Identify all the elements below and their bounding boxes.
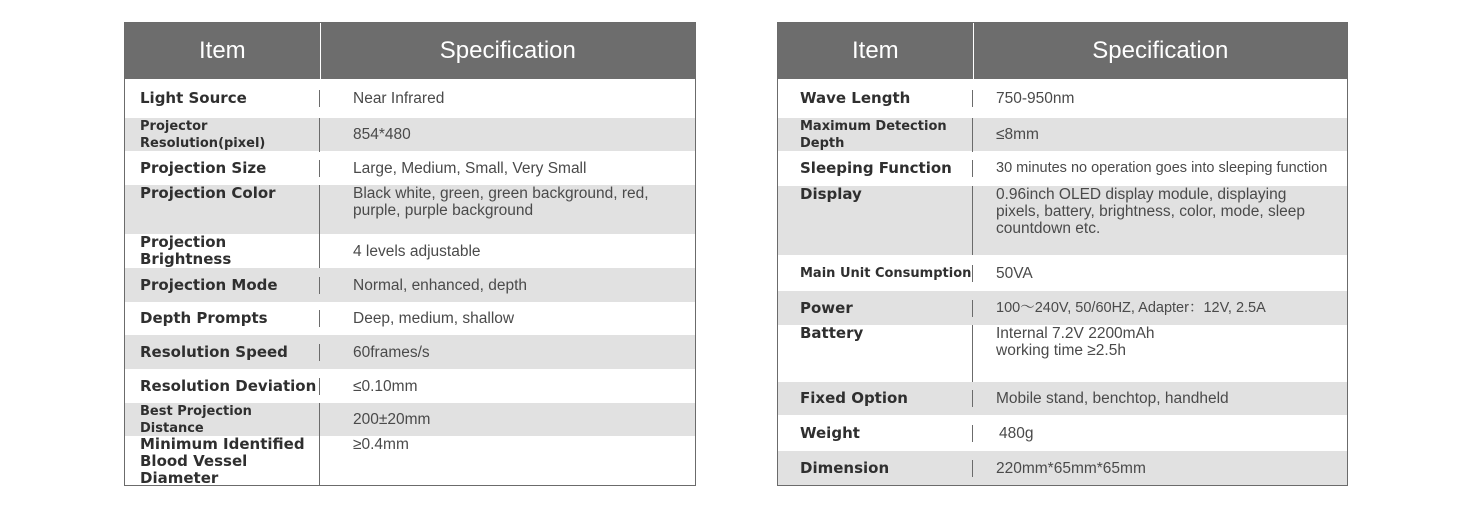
row-spec: Large, Medium, Small, Very Small — [353, 159, 587, 177]
table-row — [778, 451, 1347, 485]
row-spec: 30 minutes no operation goes into sleeping function — [996, 160, 1328, 176]
header-item: Item — [125, 23, 321, 79]
spec-line: 0.96inch OLED display module, displaying — [996, 186, 1287, 203]
row-spec: ≤8mm — [996, 126, 1039, 143]
row-item: Main Unit Consumption — [778, 265, 973, 282]
table-row — [778, 186, 1347, 255]
row-spec: 4 levels adjustable — [353, 242, 481, 260]
row-spec: Deep, medium, shallow — [353, 310, 515, 327]
row-spec: 50VA — [996, 264, 1033, 282]
table-row — [778, 118, 1347, 151]
row-spec: Near Infrared — [353, 90, 445, 107]
table-row — [778, 79, 1347, 118]
row-item: Resolution Deviation — [125, 378, 320, 395]
row-item: Light Source — [125, 90, 320, 107]
table-row — [125, 302, 695, 335]
table-row — [778, 151, 1347, 186]
row-item: Battery — [778, 325, 973, 382]
row-spec — [973, 186, 1347, 255]
table-row — [125, 403, 695, 436]
spec-line: countdown etc. — [996, 220, 1101, 237]
item-line: Minimum Identified — [140, 435, 305, 453]
row-item: Wave Length — [778, 90, 973, 107]
row-spec — [320, 185, 695, 234]
row-spec: 100～240V, 50/60HZ, Adapter：12V, 2.5A — [996, 299, 1266, 316]
table-row — [125, 335, 695, 369]
spec-line: working time ≥2.5h — [996, 342, 1126, 359]
row-spec: 750-950nm — [996, 90, 1075, 107]
row-spec: 60frames/s — [353, 343, 430, 361]
table-row — [125, 79, 695, 118]
row-spec: 480g — [999, 424, 1034, 442]
row-item: Dimension — [778, 460, 973, 477]
table-row — [778, 382, 1347, 415]
row-spec: Mobile stand, benchtop, handheld — [996, 390, 1229, 407]
row-item: Power — [778, 300, 973, 317]
row-item: Projection Mode — [125, 277, 320, 294]
row-item: Projector Resolution(pixel) — [125, 118, 320, 152]
row-item: Projection Brightness — [125, 234, 320, 268]
table-row — [125, 118, 695, 151]
row-spec: 854*480 — [353, 126, 411, 143]
header-specification: Specification — [1092, 37, 1229, 64]
row-item: Projection Color — [125, 185, 320, 234]
table-row — [125, 185, 695, 234]
row-item: Best Projection Distance — [125, 403, 320, 437]
spec-table-left — [124, 22, 696, 486]
table-header — [125, 23, 695, 79]
item-line: Blood Vessel Diameter — [140, 452, 248, 487]
row-item: Fixed Option — [778, 390, 973, 407]
table-row — [125, 234, 695, 268]
row-spec: 200±20mm — [353, 411, 431, 428]
table-row — [778, 255, 1347, 291]
row-spec: ≤0.10mm — [353, 377, 418, 395]
table-row — [125, 268, 695, 302]
table-row — [125, 151, 695, 185]
table-row — [778, 291, 1347, 325]
table-row — [778, 415, 1347, 451]
table-row — [125, 369, 695, 403]
table-row — [778, 325, 1347, 382]
header-specification: Specification — [439, 37, 576, 64]
header-item: Item — [778, 23, 974, 79]
row-item: Resolution Speed — [125, 344, 320, 361]
table-header — [778, 23, 1347, 79]
row-spec: 220mm*65mm*65mm — [996, 459, 1146, 477]
spec-line: purple, purple background — [353, 202, 534, 219]
row-item: Maximum Detection Depth — [778, 118, 973, 152]
row-item: Sleeping Function — [778, 160, 973, 177]
row-item: Projection Size — [125, 160, 320, 177]
row-item: Depth Prompts — [125, 310, 320, 327]
spec-table-right — [777, 22, 1348, 486]
table-row — [125, 436, 695, 485]
row-item: Display — [778, 186, 973, 255]
row-spec — [973, 325, 1347, 382]
row-item: Weight — [778, 425, 973, 442]
spec-line: Black white, green, green background, red, — [353, 185, 649, 202]
row-item — [125, 436, 320, 485]
spec-line: pixels, battery, brightness, color, mode, sleep — [996, 203, 1306, 220]
spec-line: Internal 7.2V 2200mAh — [996, 325, 1155, 342]
row-spec: Normal, enhanced, depth — [353, 276, 528, 294]
row-spec: ≥0.4mm — [353, 436, 409, 453]
